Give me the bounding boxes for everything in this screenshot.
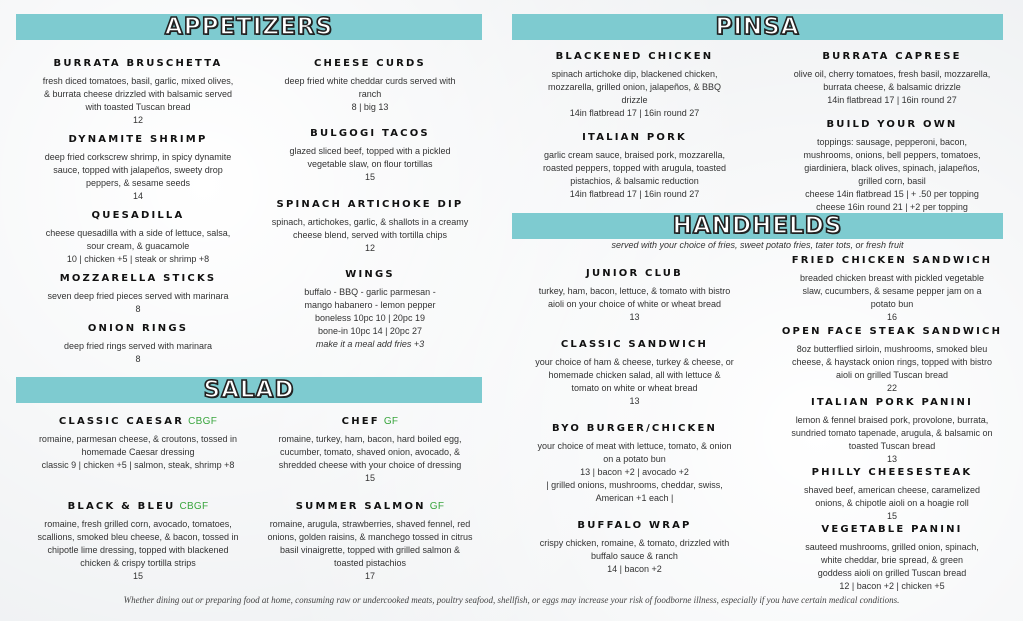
item-name: MOZZARELLA STICKS bbox=[59, 273, 217, 284]
item-desc: bone-in 10pc 14 | 20pc 27 bbox=[318, 326, 422, 336]
item-name: FRIED CHICKEN SANDWICH bbox=[791, 255, 993, 266]
item-desc: | grilled onions, mushrooms, cheddar, swiss, bbox=[546, 480, 723, 490]
item-price: 17 bbox=[364, 571, 375, 581]
item-desc: sundried tomato tapenade, arugula, & balsamic on bbox=[791, 428, 993, 438]
menu-item-italian-pork-panini bbox=[767, 396, 1017, 466]
item-desc: spinach artichoke dip, blackened chicken, bbox=[551, 69, 718, 79]
item-price: 14in flatbread 17 | 16in round 27 bbox=[827, 95, 957, 105]
item-price: American +1 each | bbox=[595, 493, 674, 503]
item-desc: giardiniera, black olives, spinach, jalapeños, bbox=[804, 163, 980, 173]
item-desc: aioli on your choice of white or wheat bread bbox=[547, 299, 722, 309]
menu-item-burrata-bruschetta bbox=[28, 57, 248, 127]
item-desc: seven deep fried pieces served with marinara bbox=[47, 291, 229, 301]
item-desc: romaine, fresh grilled corn, avocado, tomatoes, bbox=[44, 519, 232, 529]
menu-item-open-face-steak-sandwich bbox=[767, 325, 1017, 395]
item-name: PHILLY CHEESESTEAK bbox=[811, 467, 973, 478]
item-desc: 8oz butterflied sirloin, mushrooms, smoked bleu bbox=[796, 344, 988, 354]
item-name: QUESADILLA bbox=[91, 210, 185, 221]
item-name: ONION RINGS bbox=[87, 323, 189, 334]
item-price: 8 bbox=[135, 304, 141, 314]
item-name: VEGETABLE PANINI bbox=[821, 524, 963, 535]
menu-item-build-your-own bbox=[767, 118, 1017, 214]
item-desc: shredded cheese with your choice of dressing bbox=[278, 460, 462, 470]
menu-item-fried-chicken-sandwich bbox=[767, 254, 1017, 324]
item-name bbox=[255, 415, 485, 428]
item-price: 14 bbox=[132, 191, 143, 201]
menu-item-quesadilla bbox=[28, 209, 248, 266]
item-name bbox=[28, 500, 248, 513]
menu-item-blackened-chicken bbox=[512, 50, 757, 120]
item-desc: cheese blend, served with tortilla chips bbox=[292, 230, 448, 240]
item-price: 13 bbox=[629, 396, 640, 406]
item-name: BURRATA CAPRESE bbox=[822, 51, 962, 62]
item-price: 22 bbox=[886, 383, 897, 393]
menu-item-mozzarella-sticks bbox=[28, 272, 248, 316]
item-desc: basil vinaigrette, topped with grilled salmon & bbox=[279, 545, 461, 555]
item-price: 14 | bacon +2 bbox=[607, 564, 662, 574]
item-desc: roasted peppers, topped with arugula, toasted bbox=[542, 163, 727, 173]
item-name: BURRATA BRUSCHETTA bbox=[53, 58, 223, 69]
menu-item-bulgogi-tacos bbox=[255, 127, 485, 184]
item-desc: homemade Caesar dressing bbox=[81, 447, 195, 457]
menu-item-spinach-artichoke-dip bbox=[255, 198, 485, 255]
item-price: classic 9 | chicken +5 | salmon, steak, shrimp +8 bbox=[41, 460, 235, 470]
item-desc: pistachios, & balsamic reduction bbox=[570, 176, 699, 186]
menu-item-buffalo-wrap bbox=[512, 519, 757, 576]
item-desc: homemade chicken salad, all with lettuce & bbox=[548, 370, 721, 380]
item-price: 14in flatbread 17 | 16in round 27 bbox=[569, 108, 700, 118]
item-desc: cheese quesadilla with a side of lettuce, salsa, bbox=[45, 228, 231, 238]
item-desc: sauce, topped with jalapeños, sweety drop bbox=[53, 165, 223, 175]
item-desc: burrata cheese, & balsamic drizzle bbox=[823, 82, 961, 92]
diet-tag: GF bbox=[429, 501, 445, 512]
appetizers-title: APPETIZERS bbox=[164, 14, 334, 40]
item-desc: 13 | bacon +2 | avocado +2 bbox=[580, 467, 689, 477]
item-name: DYNAMITE SHRIMP bbox=[68, 134, 208, 145]
item-price: 8 | big 13 bbox=[351, 102, 389, 112]
item-name: BLACKENED CHICKEN bbox=[555, 51, 714, 62]
item-desc: lemon & fennel braised pork, provolone, burrata, bbox=[795, 415, 989, 425]
item-desc: slaw, cucumbers, & sesame pepper jam on a bbox=[802, 286, 982, 296]
item-desc: scallions, smoked bleu cheese, & bacon, tossed in bbox=[37, 532, 239, 542]
item-name bbox=[255, 500, 485, 513]
item-name-text: SUMMER SALMON bbox=[295, 501, 426, 512]
item-price: cheese 16in round 21 | +2 per topping bbox=[816, 202, 968, 212]
salad-banner bbox=[16, 377, 482, 403]
item-desc: onions, golden raisins, & manchego tossed in citrus bbox=[267, 532, 473, 542]
item-desc: aioli on grilled Tuscan bread bbox=[835, 370, 949, 380]
item-desc: buffalo sauce & ranch bbox=[591, 551, 678, 561]
item-desc: your choice of meat with lettuce, tomato, & onion bbox=[537, 441, 732, 451]
handhelds-banner bbox=[512, 213, 1003, 239]
item-desc: deep fried rings served with marinara bbox=[63, 341, 213, 351]
item-price: 12 bbox=[132, 115, 143, 125]
item-desc: toppings: sausage, pepperoni, bacon, bbox=[816, 137, 968, 147]
diet-tag: CBGF bbox=[188, 416, 218, 427]
item-desc: white cheddar, brie spread, & green bbox=[820, 555, 964, 565]
item-name: JUNIOR CLUB bbox=[586, 268, 683, 279]
menu-item-onion-rings bbox=[28, 322, 248, 366]
diet-tag: GF bbox=[383, 416, 399, 427]
pinsa-title: PINSA bbox=[715, 14, 800, 40]
item-name: ITALIAN PORK bbox=[582, 132, 687, 143]
item-name: BUFFALO WRAP bbox=[577, 520, 692, 531]
item-price: 12 | bacon +2 | chicken +5 bbox=[839, 581, 945, 591]
item-name: BYO BURGER/CHICKEN bbox=[551, 423, 718, 434]
item-desc: goddess aioli on grilled Tuscan bread bbox=[817, 568, 967, 578]
menu-item-chef bbox=[255, 415, 485, 485]
item-desc: toasted Tuscan bread bbox=[848, 441, 936, 451]
item-desc: cheese 14in flatbread 15 | + .50 per topping bbox=[805, 189, 979, 199]
item-name: OPEN FACE STEAK SANDWICH bbox=[781, 326, 1003, 337]
menu-item-cheese-curds bbox=[255, 57, 485, 114]
item-price: 15 bbox=[364, 172, 375, 182]
item-price: 15 bbox=[886, 511, 897, 521]
menu-item-italian-pork bbox=[512, 131, 757, 201]
menu-item-black-bleu bbox=[28, 500, 248, 583]
menu-item-vegetable-panini bbox=[767, 523, 1017, 593]
pinsa-banner bbox=[512, 14, 1003, 40]
item-price: 8 bbox=[135, 354, 141, 364]
item-desc: olive oil, cherry tomatoes, fresh basil, mozzarella, bbox=[793, 69, 991, 79]
item-desc: romaine, parmesan cheese, & croutons, tossed in bbox=[38, 434, 238, 444]
item-desc: chicken & crispy tortilla strips bbox=[80, 558, 196, 568]
item-desc: toasted pistachios bbox=[333, 558, 407, 568]
item-desc: shaved beef, american cheese, caramelized bbox=[803, 485, 981, 495]
item-desc: garlic cream sauce, braised pork, mozzarella, bbox=[543, 150, 726, 160]
item-price: make it a meal add fries +3 bbox=[315, 339, 425, 349]
item-name: CHEESE CURDS bbox=[314, 58, 426, 69]
item-desc: glazed sliced beef, topped with a pickled bbox=[289, 146, 451, 156]
item-name: BUILD YOUR OWN bbox=[826, 119, 958, 130]
menu-item-junior-club bbox=[512, 267, 757, 324]
item-desc: sauteed mushrooms, grilled onion, spinach, bbox=[805, 542, 979, 552]
item-desc: mushrooms, onions, bell peppers, tomatoes, bbox=[803, 150, 981, 160]
item-desc: & burrata cheese drizzled with balsamic served bbox=[43, 89, 233, 99]
item-desc: cheese, & haystack onion rings, topped with bistro bbox=[791, 357, 993, 367]
item-price: 14in flatbread 17 | 16in round 27 bbox=[569, 189, 700, 199]
item-desc: breaded chicken breast with pickled vegetable bbox=[799, 273, 985, 283]
menu-item-philly-cheesesteak bbox=[767, 466, 1017, 523]
item-desc: cucumber, tomato, shaved onion, avocado, & bbox=[279, 447, 461, 457]
item-name-text: BLACK & BLEU bbox=[67, 501, 176, 512]
item-price: 16 bbox=[886, 312, 897, 322]
item-name: WINGS bbox=[345, 269, 395, 280]
appetizers-banner bbox=[16, 14, 482, 40]
menu-item-summer-salmon bbox=[255, 500, 485, 583]
item-desc: romaine, arugula, strawberries, shaved fennel, red bbox=[269, 519, 471, 529]
diet-tag: CBGF bbox=[179, 501, 209, 512]
item-desc: turkey, ham, bacon, lettuce, & tomato with bistro bbox=[538, 286, 731, 296]
item-desc: chipotle lime dressing, topped with blackened bbox=[47, 545, 229, 555]
item-price: 10 | chicken +5 | steak or shrimp +8 bbox=[66, 254, 210, 264]
item-name-text: CHEF bbox=[341, 416, 380, 427]
item-desc: spinach, artichokes, garlic, & shallots in a creamy bbox=[271, 217, 469, 227]
item-price: 13 bbox=[886, 454, 897, 464]
item-desc: boneless 10pc 10 | 20pc 19 bbox=[315, 313, 425, 323]
item-desc: peppers, & sesame seeds bbox=[85, 178, 191, 188]
item-name: BULGOGI TACOS bbox=[310, 128, 430, 139]
menu-item-classic-caesar bbox=[28, 415, 248, 472]
menu-item-classic-sandwich bbox=[512, 338, 757, 408]
item-desc: romaine, turkey, ham, bacon, hard boiled egg, bbox=[278, 434, 462, 444]
item-desc: buffalo - BBQ - garlic parmesan - bbox=[304, 287, 436, 297]
item-name: SPINACH ARTICHOKE DIP bbox=[276, 199, 464, 210]
item-name-text: CLASSIC CAESAR bbox=[58, 416, 185, 427]
item-name: CLASSIC SANDWICH bbox=[560, 339, 709, 350]
menu-item-wings bbox=[255, 268, 485, 351]
item-desc: your choice of ham & cheese, turkey & cheese, or bbox=[535, 357, 734, 367]
item-price: 15 bbox=[364, 473, 375, 483]
item-desc: with toasted Tuscan bread bbox=[85, 102, 191, 112]
item-desc: potato bun bbox=[870, 299, 914, 309]
menu-item-dynamite-shrimp bbox=[28, 133, 248, 203]
item-name: ITALIAN PORK PANINI bbox=[810, 397, 974, 408]
item-desc: drizzle bbox=[621, 95, 648, 105]
food-safety-disclaimer: Whether dining out or preparing food at home, consuming raw or undercooked meats, poultry seafood, shellfish, or eggs may increase your risk of foodborne illness, especially if you have certain medical conditions. bbox=[123, 595, 900, 605]
item-desc: grilled corn, basil bbox=[858, 176, 926, 186]
item-desc: mozzarella, grilled onion, jalapeños, & BBQ bbox=[547, 82, 722, 92]
item-desc: tomato on white or wheat bread bbox=[571, 383, 698, 393]
item-desc: deep fried white cheddar curds served with bbox=[284, 76, 456, 86]
item-desc: fresh diced tomatoes, basil, garlic, mixed olives, bbox=[42, 76, 234, 86]
item-desc: sour cream, & guacamole bbox=[86, 241, 190, 251]
item-price: 12 bbox=[364, 243, 375, 253]
item-price: 13 bbox=[629, 312, 640, 322]
item-desc: on a potato bun bbox=[603, 454, 666, 464]
item-desc: crispy chicken, romaine, & tomato, drizzled with bbox=[539, 538, 730, 548]
item-name bbox=[28, 415, 248, 428]
menu-item-byo-burger-chicken bbox=[512, 422, 757, 505]
item-desc: onions, & chipotle aioli on a hoagie roll bbox=[815, 498, 969, 508]
handhelds-title: HANDHELDS bbox=[672, 213, 843, 239]
item-desc: vegetable slaw, on flour tortillas bbox=[307, 159, 433, 169]
item-price: 15 bbox=[132, 571, 143, 581]
item-desc: ranch bbox=[358, 89, 382, 99]
handhelds-subtitle: served with your choice of fries, sweet potato fries, tater tots, or fresh fruit bbox=[611, 240, 904, 250]
item-desc: deep fried corkscrew shrimp, in spicy dynamite bbox=[44, 152, 232, 162]
salad-title: SALAD bbox=[203, 377, 295, 403]
menu-item-burrata-caprese bbox=[767, 50, 1017, 107]
item-desc: mango habanero - lemon pepper bbox=[304, 300, 436, 310]
